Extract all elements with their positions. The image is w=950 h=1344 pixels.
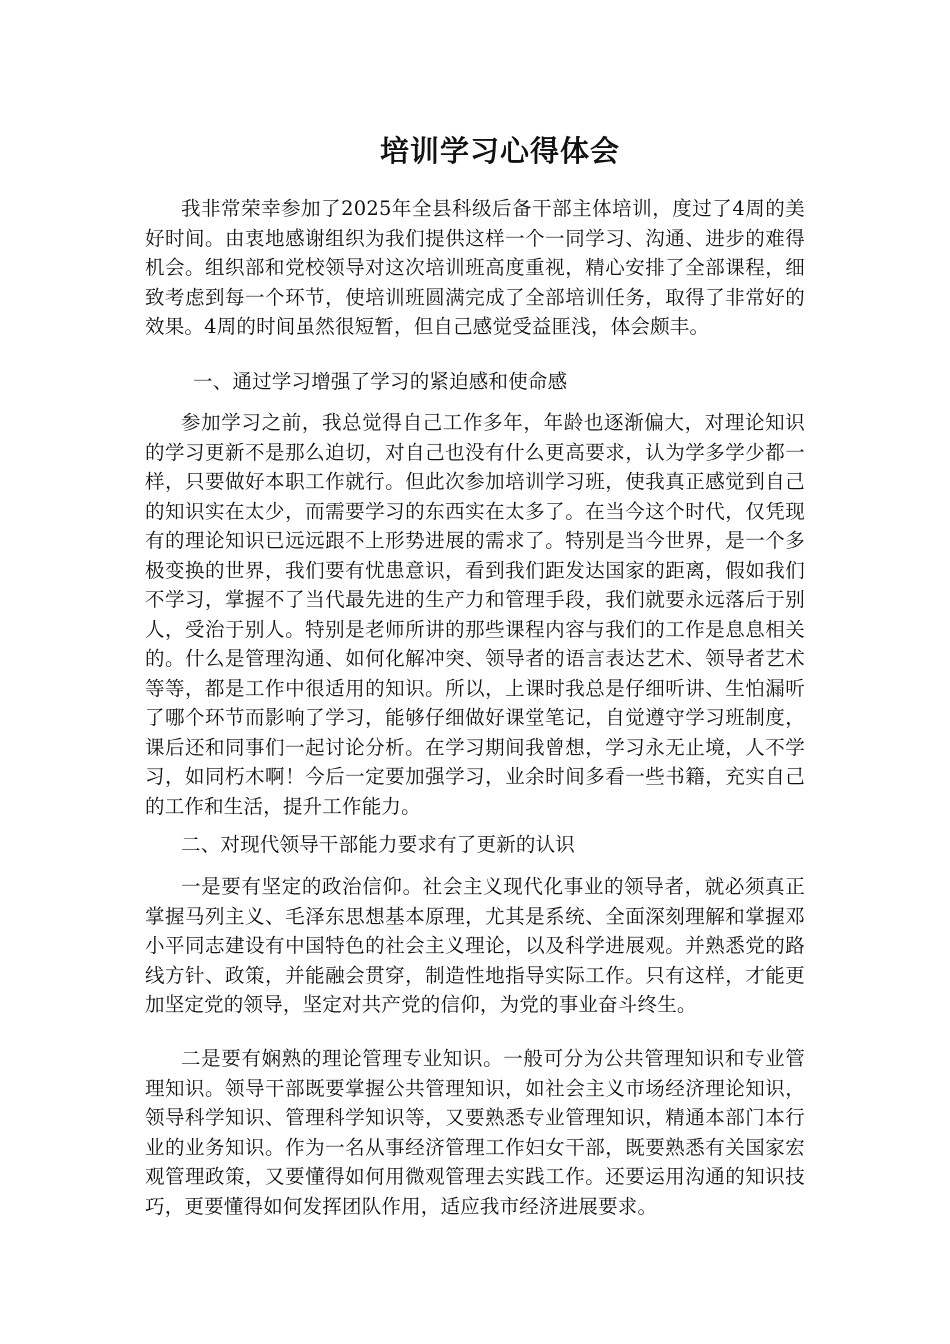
section-heading-1: 一、通过学习增强了学习的紧迫感和使命感 [193, 370, 568, 393]
section-heading-2: 二、对现代领导干部能力要求有了更新的认识 [181, 833, 576, 856]
document-title: 培训学习心得体会 [379, 134, 620, 168]
section-2-paragraph-2: 二是要有娴熟的理论管理专业知识。一般可分为公共管理知识和专业管理知识。领导干部既要掌握公共管理知识，如社会主义市场经济理论知识，领导科学知识、管理科学知识等，又要熟悉专业管理知识，精通本部门本行业的业务知识。作为一名从事经济管理工作妇女干部，既要熟悉有关国家宏观管理政策，又要懂得如何用微观管理去实践工作。还要运用沟通的知识技巧，更要懂得如何发挥团队作用，适应我市经济进展要求。 [145, 1047, 805, 1218]
section-2-paragraph-1: 一是要有坚定的政治信仰。社会主义现代化事业的领导者，就必须真正掌握马列主义、毛泽东思想基本原理，尤其是系统、全面深刻理解和掌握邓小平同志建设有中国特色的社会主义理论，以及科学进展观。并熟悉党的路线方针、政策，并能融会贯穿，制造性地指导实际工作。只有这样，才能更加坚定党的领导，坚定对共产党的信仰，为党的事业奋斗终生。 [145, 875, 805, 1016]
section-1-paragraph: 参加学习之前，我总觉得自己工作多年，年龄也逐渐偏大，对理论知识的学习更新不是那么迫切，对自己也没有什么更高要求，认为学多学少都一样，只要做好本职工作就行。但此次参加培训学习班，使我真正感觉到自己的知识实在太少，而需要学习的东西实在太多了。在当今这个时代，仅凭现有的理论知识已远远跟不上形势进展的需求了。特别是当今世界，是一个多极变换的世界，我们要有忧患意识，看到我们距发达国家的距离，假如我们不学习，掌握不了当代最先进的生产力和管理手段，我们就要永远落后于别人，受治于别人。特别是老师所讲的那些课程内容与我们的工作是息息相关的。什么是管理沟通、如何化解冲突、领导者的语言表达艺术、领导者艺术等等，都是工作中很适用的知识。所以，上课时我总是仔细听讲、生怕漏听了哪个环节而影响了学习，能够仔细做好课堂笔记，自觉遵守学习班制度，课后还和同事们一起讨论分析。在学习期间我曾想，学习永无止境，人不学习，如同朽木啊！今后一定要加强学习，业余时间多看一些书籍，充实自己的工作和生活，提升工作能力。 [145, 411, 805, 818]
intro-paragraph: 我非常荣幸参加了2025年全县科级后备干部主体培训，度过了4周的美好时间。由衷地感谢组织为我们提供这样一个一同学习、沟通、进步的难得机会。组织部和党校领导对这次培训班高度重视，精心安排了全部课程，细致考虑到每一个环节，使培训班圆满完成了全部培训任务，取得了非常好的效果。4周的时间虽然很短暂，但自己感觉受益匪浅，体会颇丰。 [145, 197, 805, 338]
